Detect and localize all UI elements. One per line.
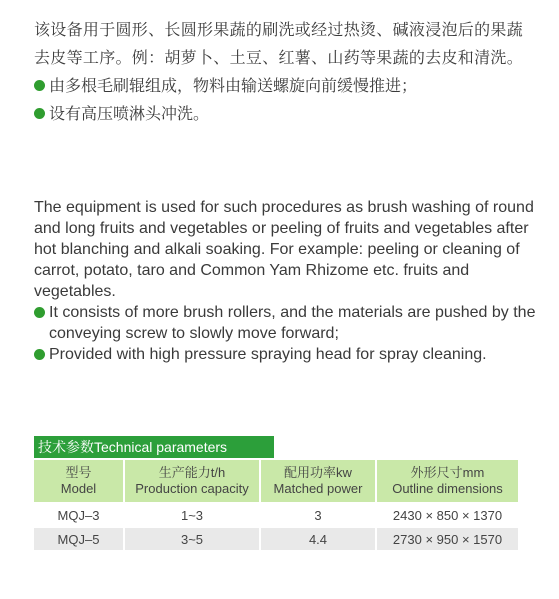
chinese-paragraph: 该设备用于圆形、长圆形果蔬的刷洗或经过热烫、碱液浸泡后的果蔬去皮等工序。例：胡萝卜、土豆、红薯、山药等果蔬的去皮和清洗。	[34, 20, 524, 67]
cell-dimensions: 2430 × 850 × 1370	[376, 504, 518, 526]
bullet-dot-icon	[34, 80, 45, 91]
bullet-dot-icon	[34, 108, 45, 119]
cell-dimensions: 2730 × 950 × 1570	[376, 528, 518, 550]
chinese-description	[34, 16, 534, 128]
cell-capacity: 1~3	[124, 504, 260, 526]
table-title: 技术参数Technical parameters	[34, 436, 274, 458]
header-production-capacity: 生产能力t/h Production capacity	[124, 460, 260, 502]
english-description	[34, 197, 539, 365]
header-outline-dimensions: 外形尺寸mm Outline dimensions	[376, 460, 518, 502]
table-row	[34, 528, 518, 550]
cell-power: 3	[260, 504, 376, 526]
chinese-bullet-2	[34, 100, 534, 128]
chinese-bullet-text: 由多根毛刷辊组成，物料由输送螺旋向前缓慢推进；	[49, 76, 418, 95]
table-row	[34, 504, 518, 526]
english-bullet-text: It consists of more brush rollers, and the materials are pushed by the conveying screw to slowly move forward;	[49, 304, 536, 342]
header-matched-power: 配用功率kw Matched power	[260, 460, 376, 502]
bullet-dot-icon	[34, 307, 45, 318]
table-header-row	[34, 460, 518, 502]
english-paragraph: The equipment is used for such procedures as brush washing of round and long fruits and vegetables or peeling of fruits and vegetables after hot blanching and alkali soaking. For example: peeling or cleaning of carrot, potato, taro and Common Yam Rhizome etc. fruits and vegetables.	[34, 199, 534, 300]
header-model: 型号 Model	[34, 460, 124, 502]
technical-parameters-table	[34, 460, 518, 550]
chinese-bullet-text: 设有高压喷淋头冲洗。	[49, 104, 210, 123]
cell-model: MQJ–3	[34, 504, 124, 526]
cell-power: 4.4	[260, 528, 376, 550]
english-bullet-1	[34, 302, 539, 344]
english-bullet-text: Provided with high pressure spraying head for spray cleaning.	[49, 346, 487, 363]
cell-capacity: 3~5	[124, 528, 260, 550]
bullet-dot-icon	[34, 349, 45, 360]
english-bullet-2	[34, 344, 539, 365]
cell-model: MQJ–5	[34, 528, 124, 550]
chinese-bullet-1	[34, 72, 534, 100]
